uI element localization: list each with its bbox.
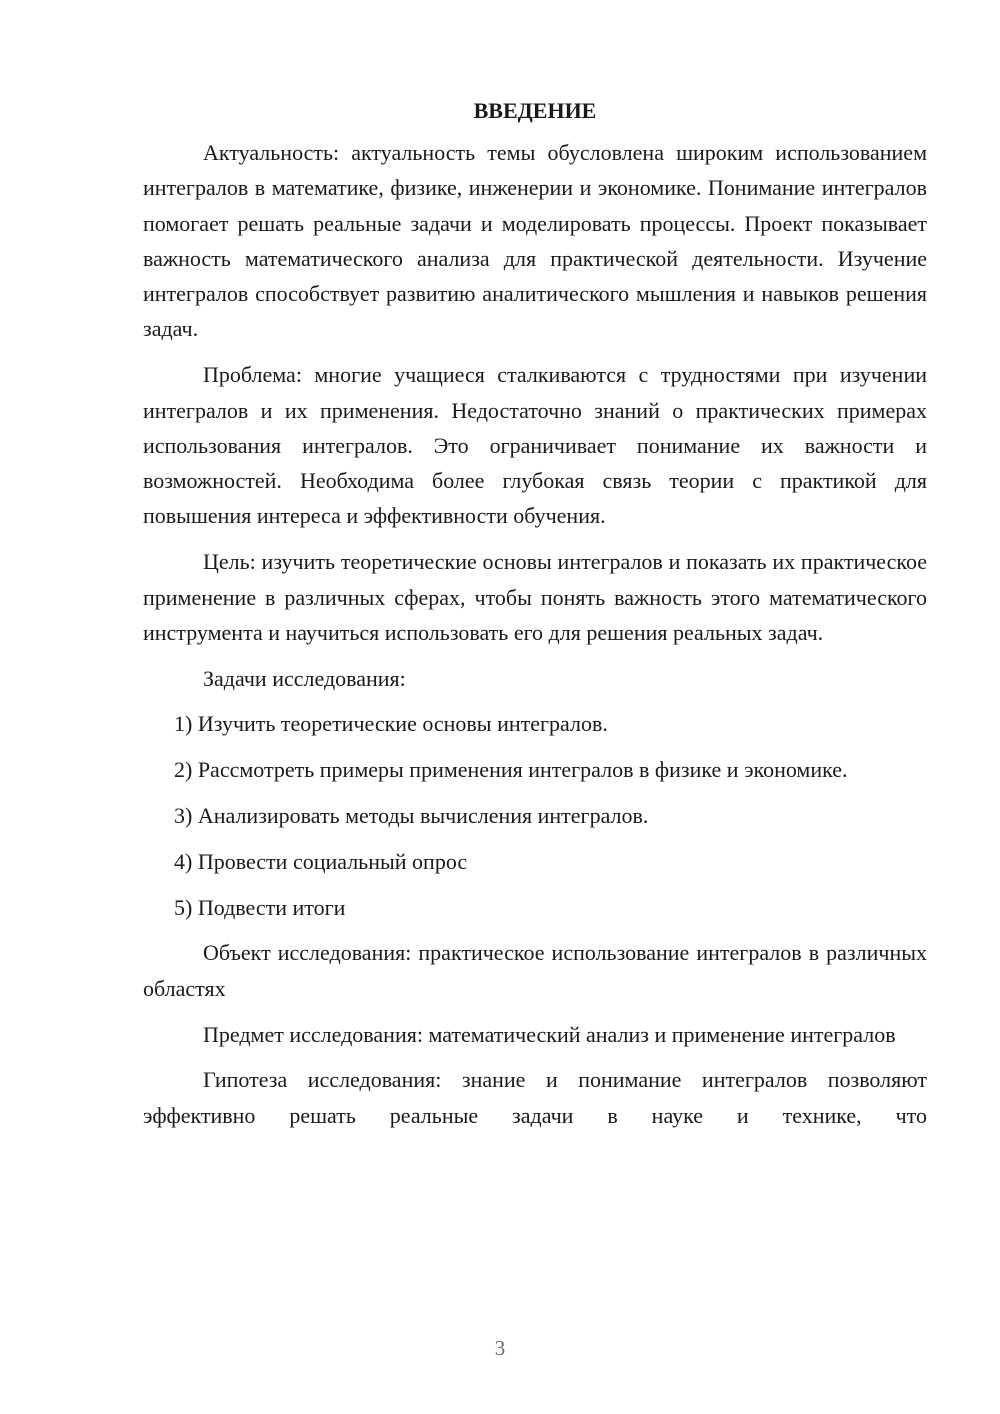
paragraph-object: Объект исследования: практическое использование интегралов в различных областях bbox=[143, 940, 927, 1001]
task-item-3: 3) Анализировать методы вычисления интегралов. bbox=[174, 803, 649, 829]
paragraph-subject: Предмет исследования: математический анализ и применение интегралов bbox=[203, 1021, 896, 1047]
task-item-2: 2) Рассмотреть примеры применения интегралов в физике и экономике. bbox=[174, 757, 848, 783]
task-item-4: 4) Провести социальный опрос bbox=[174, 848, 468, 874]
paragraph-hypothesis: Гипотеза исследования: знание и понимание интегралов позволяют эффективно решать реальные задачи в науке и технике, что bbox=[143, 1067, 927, 1128]
task-item-5: 5) Подвести итоги bbox=[174, 894, 346, 920]
section-title: ВВЕДЕНИЕ bbox=[473, 98, 597, 123]
page-number: 3 bbox=[494, 1336, 506, 1360]
task-item-1: 1) Изучить теоретические основы интегралов. bbox=[174, 711, 608, 737]
paragraph-relevance: Актуальность: актуальность темы обусловлена широким использованием интегралов в математике, физике, инженерии и экономике. Понимание интегралов помогает решать реальные задачи и моделировать процессы. Проект показывает важность математического анализа для практической деятельности. Изучение интегралов способствует развитию аналитического мышления и навыков решения задач. bbox=[143, 140, 927, 342]
page-content bbox=[143, 97, 927, 1143]
tasks-heading: Задачи исследования: bbox=[203, 665, 406, 691]
paragraph-goal: Цель: изучить теоретические основы интегралов и показать их практическое применение в различных сферах, чтобы понять важность этого математического инструмента и научиться использовать его для решения реальных задач. bbox=[143, 549, 927, 645]
paragraph-problem: Проблема: многие учащиеся сталкиваются с трудностями при изучении интегралов и их применения. Недостаточно знаний о практических примерах использования интегралов. Это ограничивает понимание их важности и возможностей. Необходима более глубокая связь теории с практикой для повышения интереса и эффективности обучения. bbox=[143, 362, 927, 529]
